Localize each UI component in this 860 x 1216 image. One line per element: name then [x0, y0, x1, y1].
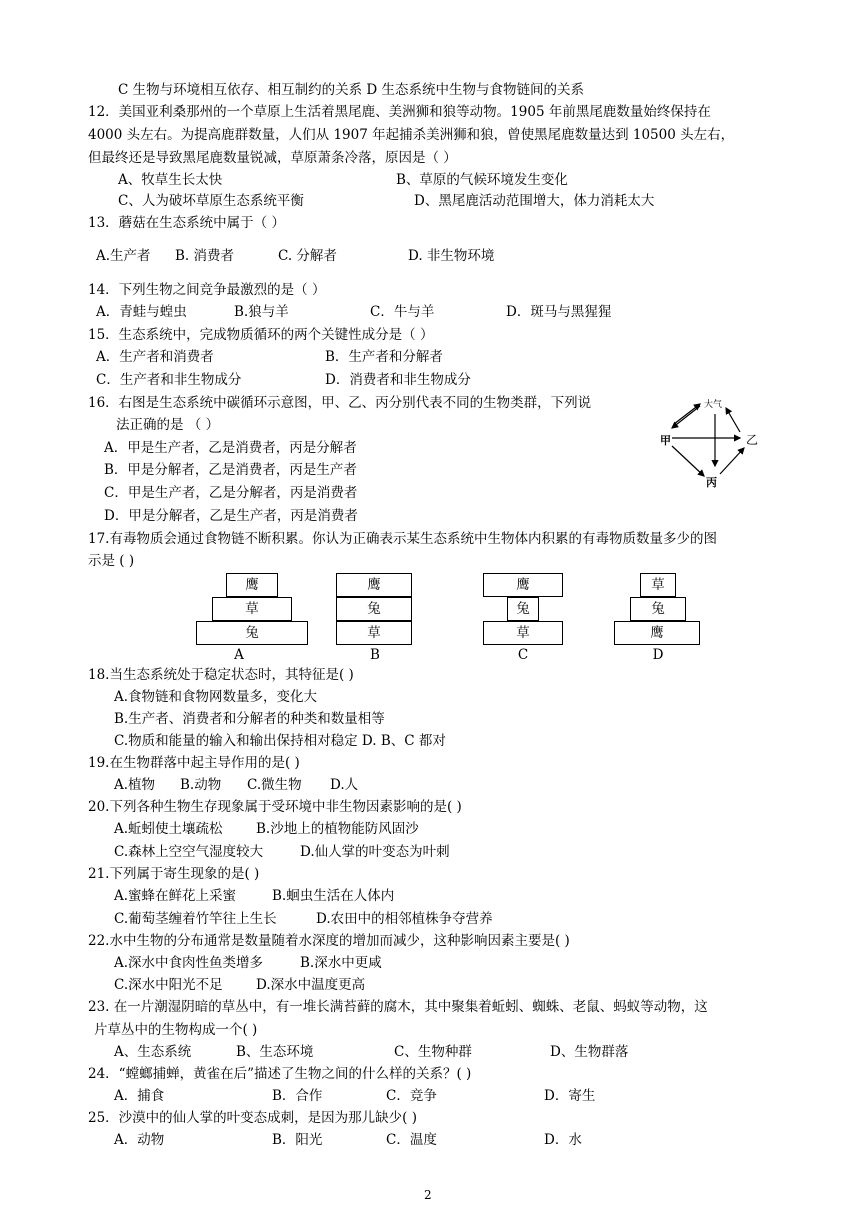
figure-d-bottom-block: 鹰	[614, 621, 700, 645]
q16-stem-line1: 16．右图是生态系统中碳循环示意图，甲、乙、丙分别代表不同的生物类群，下列说	[88, 395, 592, 411]
figure-a-bottom-block: 兔	[196, 621, 308, 645]
q12-option-a: A、牧草生长太快	[118, 172, 223, 188]
page-number: 2	[424, 1188, 432, 1202]
figure-c-middle-block: 兔	[507, 597, 539, 621]
q25-option-d: D．水	[544, 1132, 582, 1148]
q17-stem-line2: 示是 ( )	[88, 553, 135, 569]
figure-c-top-block: 鹰	[483, 573, 563, 597]
q21-stem: 21.下列属于寄生现象的是( )	[88, 866, 260, 882]
q18-stem: 18.当生态系统处于稳定状态时，其特征是( )	[88, 667, 354, 683]
q16-stem-line2: 法正确的是 （ ）	[116, 417, 220, 433]
figure-b-middle-block: 兔	[336, 597, 412, 621]
cycle-bing-label: 丙	[706, 476, 717, 489]
figure-a-label: A	[234, 647, 244, 663]
q18-option-c-d: C.物质和能量的输入和输出保持相对稳定 D. B、C 都对	[114, 733, 446, 749]
cycle-atmosphere-label: 大气	[704, 400, 723, 410]
q13-option-a: A.生产者	[96, 248, 151, 264]
q23-option-d: D、生物群落	[550, 1044, 629, 1060]
q24-option-c: C．竞争	[386, 1088, 437, 1104]
q24-option-b: B．合作	[272, 1088, 323, 1104]
q16-option-c: C．甲是生产者，乙是分解者，丙是消费者	[104, 485, 358, 501]
q20-option-c: C.森林上空空气湿度较大	[114, 844, 264, 860]
q14-option-a: A．青蛙与蝗虫	[96, 304, 187, 320]
q13-option-c: C. 分解者	[278, 248, 337, 264]
q20-option-b: B.沙地上的植物能防风固沙	[256, 821, 419, 837]
q20-stem: 20.下列各种生物生存现象属于受环境中非生物因素影响的是( )	[88, 799, 462, 815]
q19-stem: 19.在生物群落中起主导作用的是( )	[88, 755, 300, 771]
q15-option-b: B．生产者和分解者	[325, 349, 443, 365]
q24-option-d: D．寄生	[544, 1088, 596, 1104]
q12-option-b: B、草原的气候环境发生变化	[396, 172, 568, 188]
q14-option-d: D．斑马与黑猩猩	[506, 304, 612, 320]
q20-option-d: D.仙人掌的叶变态为叶刺	[300, 844, 450, 860]
q15-option-c: C．生产者和非生物成分	[96, 372, 242, 388]
q22-stem: 22.水中生物的分布通常是数量随着水深度的增加而减少，这种影响因素主要是( )	[88, 933, 570, 949]
q19-option-b: B.动物	[180, 777, 222, 793]
q23-stem-line2: 片草丛中的生物构成一个( )	[94, 1022, 258, 1038]
figure-b-bottom-block: 草	[336, 621, 412, 645]
q20-option-a: A.蚯蚓使土壤疏松	[114, 821, 223, 837]
q16-option-b: B．甲是分解者，乙是消费者，丙是生产者	[104, 462, 357, 478]
figure-a-top-block: 鹰	[226, 573, 278, 597]
figure-a-middle-block: 草	[212, 597, 292, 621]
q15-option-d: D．消费者和非生物成分	[325, 372, 471, 388]
q19-option-c: C.微生物	[247, 777, 302, 793]
q13-stem: 13．蘑菇在生态系统中属于（ ）	[88, 215, 285, 231]
q14-option-b: B.狼与羊	[234, 304, 289, 320]
q18-option-a: A.食物链和食物网数量多，变化大	[114, 689, 318, 705]
q12-stem-line2: 4000 头左右。为提高鹿群数量，人们从 1907 年起捕杀美洲狮和狼，曾使黑尾鹿数量达到 10500 头左右，	[88, 127, 735, 143]
q13-option-d: D. 非生物环境	[408, 248, 495, 264]
carbon-cycle-diagram	[660, 394, 770, 494]
q12-stem-line3: 但最终还是导致黑尾鹿数量锐减，草原萧条冷落，原因是（ ）	[88, 150, 457, 166]
q16-option-d: D．甲是分解者，乙是生产者，丙是消费者	[104, 508, 358, 524]
q21-option-b: B.蛔虫生活在人体内	[272, 888, 395, 904]
q22-option-d: D.深水中温度更高	[256, 977, 366, 993]
q19-option-a: A.植物	[114, 777, 156, 793]
q15-stem: 15．生态系统中，完成物质循环的两个关键性成分是（ ）	[88, 327, 434, 343]
figure-b-top-block: 鹰	[336, 573, 412, 597]
q14-option-c: C．牛与羊	[370, 304, 435, 320]
q15-option-a: A．生产者和消费者	[96, 349, 214, 365]
q22-option-a: A.深水中食肉性鱼类增多	[114, 955, 264, 971]
q12-option-c: C、人为破坏草原生态系统平衡	[118, 193, 304, 209]
q18-option-b: B.生产者、消费者和分解者的种类和数量相等	[114, 711, 385, 727]
figure-d-top-block: 草	[640, 573, 676, 597]
q12-stem-line1: 12．美国亚利桑那州的一个草原上生活着黑尾鹿、美洲狮和狼等动物。1905 年前黑尾鹿数量始终保持在	[88, 104, 711, 120]
q11-options-cd: C 生物与环境相互依存、相互制约的关系 D 生态系统中生物与食物链间的关系	[118, 82, 585, 98]
q12-option-d: D、黑尾鹿活动范围增大，体力消耗太大	[414, 193, 655, 209]
q21-option-d: D.农田中的相邻植株争夺营养	[316, 911, 493, 927]
figure-d-middle-block: 兔	[630, 597, 686, 621]
q13-option-b: B. 消费者	[175, 248, 235, 264]
figure-c-bottom-block: 草	[483, 621, 563, 645]
q24-stem: 24．“螳螂捕蝉，黄雀在后”描述了生物之间的什么样的关系？( )	[88, 1066, 472, 1082]
q22-option-c: C.深水中阳光不足	[114, 977, 223, 993]
q23-option-a: A、生态系统	[114, 1044, 192, 1060]
q25-option-b: B．阳光	[272, 1132, 323, 1148]
q25-stem: 25．沙漠中的仙人掌的叶变态成刺，是因为那儿缺少( )	[88, 1110, 418, 1126]
q14-stem: 14．下列生物之间竞争最激烈的是（ ）	[88, 282, 326, 298]
q22-option-b: B.深水中更咸	[300, 955, 382, 971]
q25-option-c: C．温度	[386, 1132, 437, 1148]
figure-c-label: C	[517, 647, 529, 663]
q24-option-a: A．捕食	[114, 1088, 165, 1104]
q23-option-b: B、生态环境	[236, 1044, 314, 1060]
q19-option-d: D.人	[330, 777, 359, 793]
q23-stem-line1: 23. 在一片潮湿阴暗的草丛中，有一堆长满苔藓的腐木，其中聚集着蚯蚓、蜘蛛、老鼠、蚂蚁等动物，这	[88, 999, 708, 1015]
q21-option-c: C.葡萄茎缠着竹竿往上生长	[114, 911, 277, 927]
q16-option-a: A．甲是生产者，乙是消费者，丙是分解者	[104, 440, 357, 456]
figure-d-label: D	[652, 647, 664, 663]
q23-option-c: C、生物种群	[394, 1044, 472, 1060]
q17-stem-line1: 17.有毒物质会通过食物链不断积累。你认为正确表示某生态系统中生物体内积累的有毒物质数量多少的图	[88, 531, 717, 547]
cycle-yi-label: 乙	[746, 433, 759, 447]
q25-option-a: A．动物	[114, 1132, 165, 1148]
figure-b-label: B	[370, 647, 380, 663]
q21-option-a: A.蜜蜂在鲜花上采蜜	[114, 888, 237, 904]
cycle-jia-label: 甲	[660, 434, 671, 447]
